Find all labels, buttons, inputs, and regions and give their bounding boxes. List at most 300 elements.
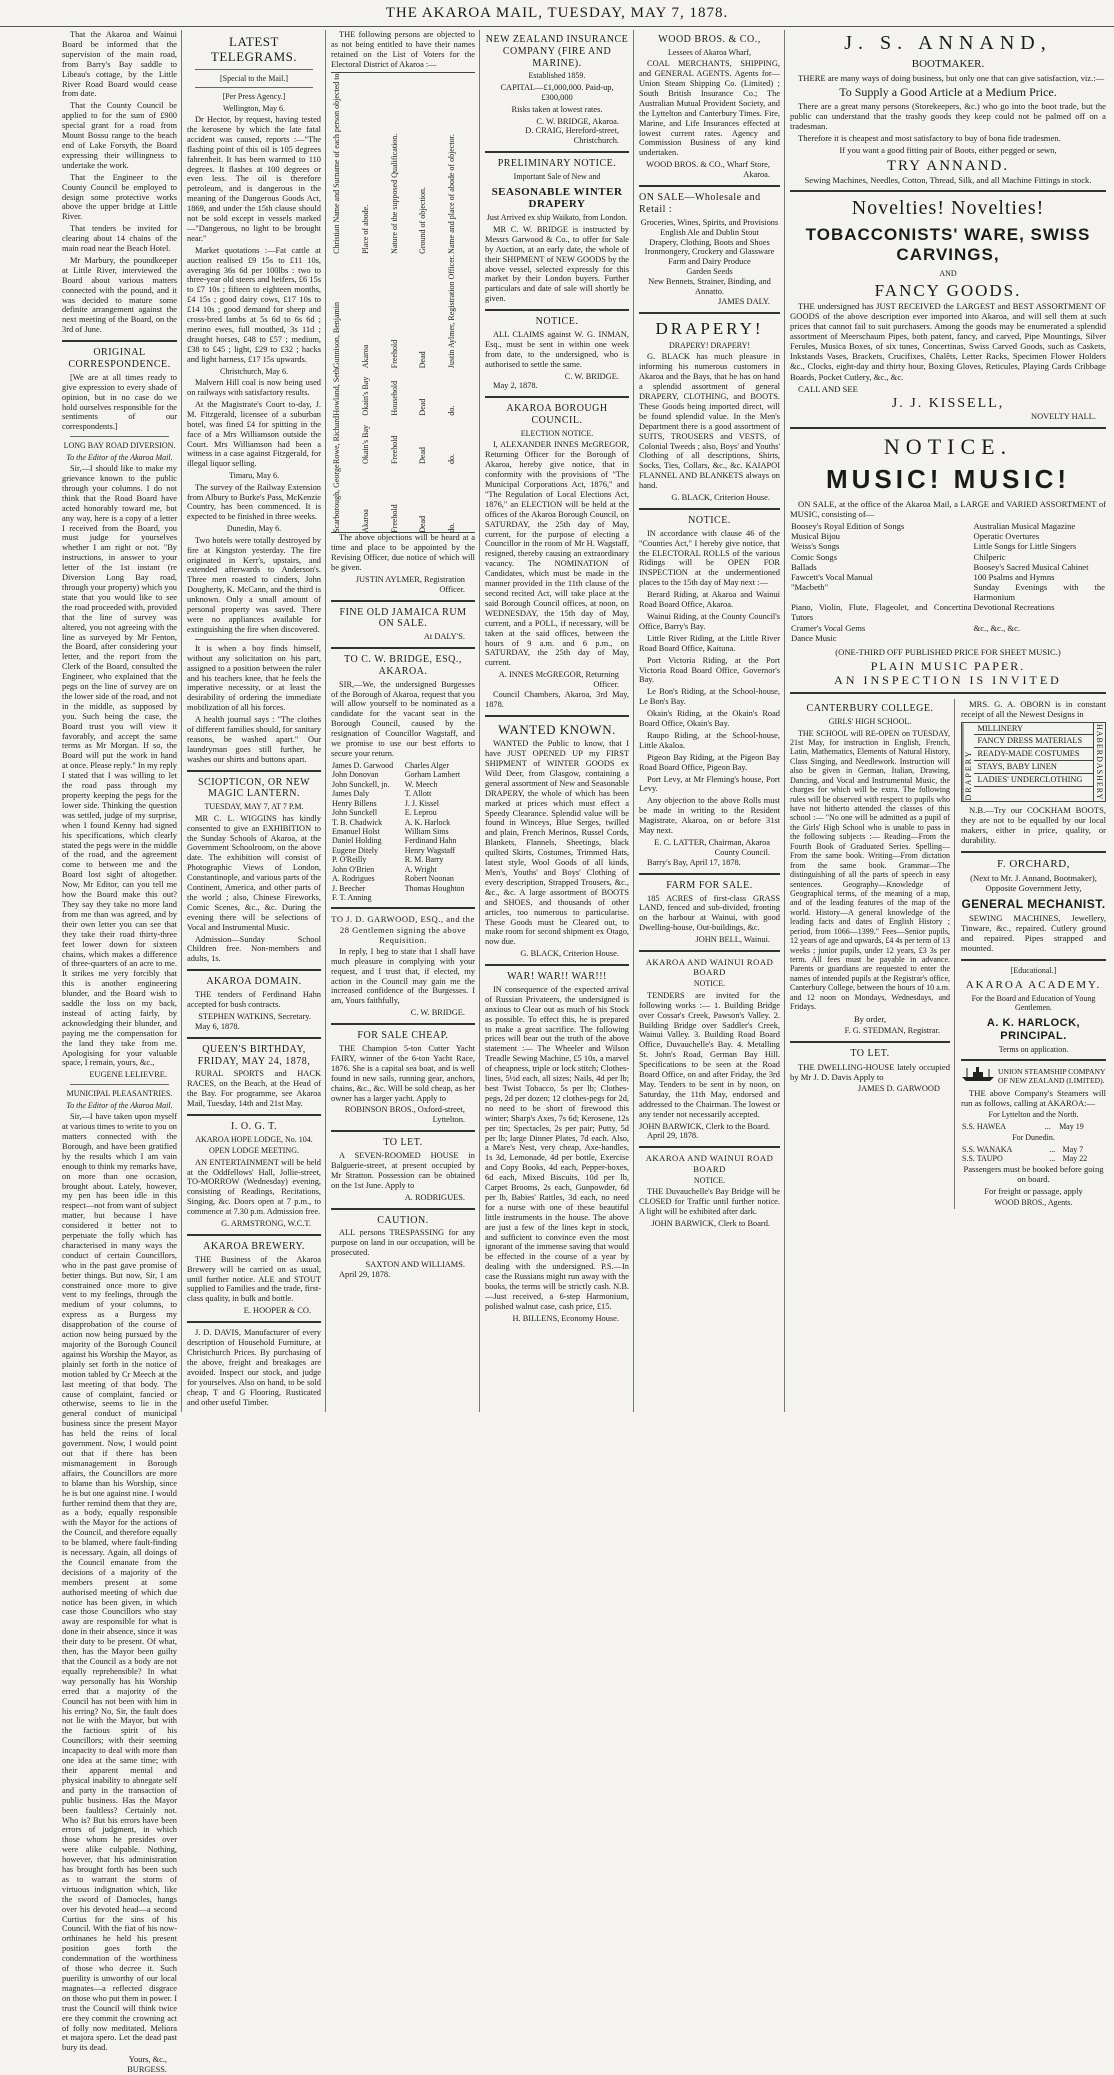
ad-body: 185 ACRES of first-class GRASS LAND, fenced and sub-divided, fronting on the harbour at Wainui, with good Dwelling-house, Out-buildings, &c. [639,893,780,933]
ad-body: A SEVEN-ROOMED HOUSE in Balguerie-street, at present occupied by Mr Stratton. Possession can be obtained on the 1st June. Apply to [331,1151,475,1190]
divider [331,1208,475,1210]
ad-subtitle: Terms on application. [998,1044,1069,1054]
ad-title: CANTERBURY COLLEGE. [806,703,934,715]
letter-salutation: To the Editor of the Akaroa Mail. [66,452,173,462]
signatory-name: Robert Noonan [404,874,454,884]
signatory-name: A. K. Harlock [404,817,451,827]
list-item: Berard Riding, at Akaroa and Wainui Road Board Office, Akaroa. [639,590,780,610]
ad-signature: ROBINSON BROS., Oxford-street, Lyttelton. [344,1105,465,1125]
ad-headline: Novelties! Novelties! [851,197,1045,220]
ad-headline: FANCY GOODS. [874,280,1022,300]
divider [961,959,1106,961]
section-heading: ORIGINAL CORRESPONDENCE. [68,347,171,370]
ad-body: If you want a good fitting pair of Boots, either pegged or sewn, [839,145,1057,156]
ad-title: AKAROA AND WAINUI ROAD BOARD [645,957,774,978]
music-item: Australian Musical Magazine [973,521,1076,532]
ad-subtitle: AND [939,269,957,279]
divider [187,1321,321,1323]
table-header: Nature of the supposed Qualification. [389,134,399,255]
signatory-name: Daniel Holding [332,836,382,846]
special-tag: [Special to the Mail.] [220,73,288,83]
list-item: STAYS, BABY LINEN [974,761,1092,774]
table-row [790,582,1106,602]
signatory-name: A. Wright [404,864,437,874]
table-cell: do. [447,453,457,464]
table-row [790,531,1106,541]
signatory-name: John O'Brien [332,864,375,874]
table-cell: S.S. HAWEA [962,1121,1007,1131]
ad-body: THE SCHOOL will RE-OPEN on TUESDAY, 21st May, for instruction in English, French, Latin, Mathematics, Elements of Natural History, Class Singing, and Needlework. Instruction will also be given in German, Italian, Drawing, Dancing, and Vocal and Instrumental Music, the charges for which will be extra. The following rules will be observed with respect to pupils who have not hitherto attended the classes of this school :— "No one will be admitted as a pupil of the Girls' High School who is unable to pass in the following subjects :— Reading—From the Fourth Book of Graduated Series. Spelling—From the same book. Writing—From dictation from the same book. Grammar—The distinguishing of all the parts of speech in easy sentences. Geography—Knowledge of Geographical terms, of the meaning of a map, and of the leading features of the map of the world. History—A general knowledge of the leading facts and dates of English History ; period, from 1066—1399." Fees—Senior pupils, 12 years of age and upwards, £4 4s per term of 13 weeks ; junior pupils, under 12 years, £3 3s per term. All fees must be payable in advance. Parents or guardians are requested to enter the names of intended pupils at the Registrar's office, Canterbury College, between the hours of 10 a.m. and 12 noon on Mondays, Wednesdays, and Fridays. [790,728,950,1012]
ad-signature: WOOD BROS., Agents. [994,1198,1073,1208]
ad-signature: F. G. STEDMAN, Registrar. [844,1025,940,1035]
divider [790,427,1106,429]
divider [187,1114,321,1116]
ad-body: THE above Company's Steamers will run as follows, calling at AKAROA:— [961,1088,1106,1109]
divider [195,69,313,70]
para: That the Engineer to the County Council be employed to design some protective works above the upper bridge at Little River. [62,172,177,222]
signatory-name: R. M. Barry [404,855,444,865]
ad-title: TO LET. [850,1047,890,1059]
list-item: Drapery, Clothing, Boots and Shoes [649,237,770,247]
ad-signature: G. BLACK, Criterion House. [520,949,619,959]
ad-title: AKAROA DOMAIN. [206,976,302,988]
table-row [790,552,1106,562]
ad-headline: TOBACCONISTS' WARE, SWISS CARVINGS, [805,224,1091,265]
letter-body: Sir,—I should like to make my grievance known to the public through your columns. I do not think that the Road Board have acted honorably toward me, but any way, here is a copy of a letter I received from the Board, you must judge for yourselves whether I am right or not. "By instructions, in answer to your letter of the 1st instant (re Diversion Long Bay road, through your property) which you state that you would like to see the road proceeded with, provided that the line of survey was altered, you not agreeing with the line as surveyed by Mr Fenton, the Board, after considering your letter, and the report from the Clerk of the Board, consulted the Engineer, who explained that the pegs on the line of survey are on the lower side of the road, and not in the middle, as supposed by you. Such being the case, the Board trust you will view it favorably, and accept the same terms as Mr Morgan. If so, the Board will put the work in hand at once. Please reply." In my reply I stated that I was willing to let the road pass through my property keeping the pegs for the lower side. Thinking the question was settled, judge of my surprise, when I found Kenny had signed his specifications, which clearly stated the pegs were in the middle of the road, and the agreement come to between me and the Board lost sight of altogether. Now, Mr Editor, can you tell me how the Board make this out? They say they take no more land from me than was agreed, and by their own letter you can see that they take their road thirty-three feet lower down for sixteen chains, which makes a difference of three-quarters of an acre to me. It strikes me very forcibly that this is another engineering blunder, and the Board wish to saddle the loss on my back, instead of acting fairly, by acknowledging their blunder, and paying me the compensation for the land they take from me. Apologising for your valuable space, I remain, yours, &c., [62,464,177,1068]
signatory-name: John Sunckell, jn. [332,779,390,789]
ad-subtitle: OPEN LODGE MEETING. [209,1146,299,1156]
para: That the Akaroa and Wainui Board be informed that the supervision of the main road, from Barry's Bay saddle to Libeau's cottage, by the Little River Road Board would cease from date. [62,30,177,99]
ad-slogan: To Supply a Good Article at a Medium Price. [839,84,1057,99]
ad-signature: A. RODRIGUES. [404,1192,465,1202]
music-item: Chilperic [973,551,1006,562]
list-item: Le Bon's Riding, at the School-house, Le Bon's Bay. [639,687,780,707]
music-item: Dance Music [791,632,837,643]
ad-body: G. BLACK has much pleasure in informing his numerous customers in Akaroa and the Bays, that he has on hand a splendid assortment of general DRAPERY, CLOTHING, and BOOTS. These Goods being imported direct, will be found splendid value. In the Men's Department there is a good assortment of SUITS, TROUSERS and VESTS, of Colonial Tweeds ; also, Boys' and Youths' Clothing of all descriptions, Shirts, Socks, Ties, Collars, &c., &c. KAIAPOI FLANNEL AND BLANKETS always on hand. [639,352,780,491]
list-item: FANCY DRESS MATERIALS [974,735,1092,748]
table-row [331,827,475,836]
table-cell: Dead [418,351,428,369]
music-item: Little Songs for Little Singers [973,541,1077,552]
list-item: Pigeon Bay Riding, at the Pigeon Bay Road Board Office, Pigeon Bay. [639,752,780,772]
signatory-name: F. T. Anning [332,893,372,902]
ad-title: AKAROA BOROUGH COUNCIL. [506,403,608,427]
music-item [973,633,1106,643]
signatory-name: J. Beecher [332,883,366,893]
signatory-name: William Sims [404,826,449,836]
music-item: 100 Psalms and Hymns [973,571,1055,582]
table-row [961,1145,1106,1154]
table-row [331,808,475,817]
ad-body: CAPITAL—£1,000,000. Paid-up, £300,000 [500,82,614,102]
ad-subtitle: [Educational.] [1010,965,1057,975]
signatory-name: W. Meech [404,779,438,789]
ad-signature: JOHN BARWICK, Clerk to Board. [651,1218,770,1228]
table-cell: May 19 [1059,1121,1084,1131]
table-cell: Akaroa [360,344,370,369]
letter-closing: Yours, &c., [128,2055,167,2065]
table-cell: May 22 [1062,1154,1088,1164]
music-table [790,521,1106,643]
ad-body: IN consequence of the expected arrival of Russian Privateers, the undersigned is anxious to Clear out as much of his Stock as possible. To effect this, he is prepared to make a great sacrifice. The following prices will bear out the truth of the above statement :— The Wheeler and Wilson Treadle Sewing Machine, £5 10s, a marvel of cheapness, triple or lock stitch; Clothes-lines, 5½d each, all sizes; Nails, 4d per lb; best Twist Tobacco, 5s per lb; Clothes-pegs, 2d per dozen; 12 clothes-pegs for 2d, no need to be short of firewood this winter; Sharp's Axes, 7s 6d; Kerosene, 12s per tin; Spectacles, 2s per pair; Putty, 5d per lb; large Dinner Plates, 7d each. Also, a Mare's Nest, very cheap, Axe-handles, 1s 3d, Lemonade, 4d per bottle, Exercise and Copy Books, 4d each, Pepper-boxes, 6d each, Mixed Biscuits, 10d per lb, Carpet Brooms, 2s each, Gunpowder, 6d per lb, Babies' Rattles, 3d each, no need for a nurse with one of these beautiful little instruments in the house. The above are just a few of the lines kept in stock, and sufficient to convince even the most ignorant of the immense saving that would be effected in the course of a year by dealing with the undersigned. P.S.—In case the Russians might run away with the books, the terms will be strictly cash. N.B.—Just received, a 6-step Harmonium, polished walnut case, cash price, £15. [485,984,629,1311]
music-item: Piano, Violin, Flute, Flageolet, and Concertina Tutors [791,602,972,623]
ad-body: J. D. DAVIS, Manufacturer of every description of Household Furniture, at Christchurch Prices. By purchasing of the above, freight and breakages are avoided. Inspect our stock, and judge for yourselves. Also on hand, to be sold cheap, T and G Flooring, Rusticated and other useful Timber. [187,1328,321,1407]
list-item: Port Levy, at Mr Fleming's house, Port Levy. [639,774,780,794]
divider [790,1041,950,1043]
list-item: Farm and Dairy Produce [668,257,751,267]
table-cell: Akaroa [360,509,370,533]
divider [187,770,321,772]
oborn-box [961,722,1106,802]
ad-body: MR C. L. WIGGINS has kindly consented to give an EXHIBITION to the Sunday Schools of Akaroa, at the Government Schoolroom, on the above date. The exhibition will consist of Photographic Views of London, Constantinople, and various parts of the Continent, America, and other parts of the world ; also, Chinese Fireworks, Comic Scenes, &c., &c. During the evening there will be selections of Vocal and Instrumental Music. [187,813,321,932]
sailing-table [961,1145,1106,1164]
signatory-name: John Sunckell [332,808,378,818]
column-2 [183,30,325,1412]
ad-body: Any objection to the above Rolls must be made in writing to the Resident Magistrate, Akaroa, on or before 31st May next. [639,796,780,836]
ridings-list [639,590,780,794]
ad-signature: C. W. BRIDGE. [410,1008,465,1018]
ad-body: Passengers must be booked before going on board. [963,1163,1104,1184]
list-item: Groceries, Wines, Spirits, and Provisions [640,217,779,227]
ad-body: N.B.—Try our COCKHAM BOOTS, they are not to be equalled by our local makers, either in price, quality, or durability. [961,805,1106,846]
ad-date: Council Chambers, Akaroa, 3rd May, 1878. [485,690,629,709]
table-cell: Scarborough, George [332,464,341,533]
ad-body: THE Champion 5-ton Cutter Yacht FAIRY, winner of the 6-ton Yacht Race, 1876. She is a capital sea boat, and is well found in new sails, running gear, anchors, chains, &c., &c. Will be sold cheap, as her owner has a larger yacht. Apply to [331,1044,475,1103]
table-row [790,633,1106,643]
ad-body: THE tenders of Ferdinand Hahn accepted for bush contracts. [187,990,321,1009]
signatory-name: Gorham Lambert [404,770,461,780]
ad-subtitle: ELECTION NOTICE. [520,428,594,438]
music-item: Sunday Evenings with the Harmonium [973,582,1105,603]
ad-subtitle: GIRLS' HIGH SCHOOL. [828,717,912,727]
ad-headline: J. S. ANNAND, [844,32,1052,54]
table-row [790,541,1106,551]
letter-signature: BURGESS. [127,2065,167,2075]
ad-title: NOTICE. [535,316,579,328]
ad-title: AKAROA ACADEMY. [965,979,1102,991]
letter-title: MUNICIPAL PLEASANTRIES. [66,1089,173,1099]
column-rule [479,30,480,1412]
music-item: Comic Songs [791,551,838,562]
oborn-side-label: HABERDASHERY [1093,723,1105,801]
bottom-ads [790,699,1106,1209]
table-row [331,846,475,855]
ad-body: ON SALE, at the office of the Akaroa Mail, a LARGE and VARIED ASSORTMENT of MUSIC, consisting of— [790,498,1106,520]
dateline: Wellington, May 6. [222,103,285,113]
divider [485,715,629,717]
signatory-name: T. Allott [404,789,432,799]
ad-subtitle: For Dunedin. [1012,1133,1055,1143]
ad-title: PRELIMINARY NOTICE. [497,158,617,170]
signatory-name: E. Leprou [404,808,437,818]
editor-note: [We are at all times ready to give expression to every shade of opinion, but in no case do we hold ourselves responsible for the sentiments of our correspondents.] [62,372,177,432]
oborn-items [974,723,1092,801]
list-item: Port Victoria Riding, at the Port Victoria Road Board Office, Governor's Bay. [639,655,780,685]
table-cell: Dead [418,446,428,464]
ad-body: Therefore it is cheapest and most satisfactory to buy of bona fide tradesmen. [798,133,1061,144]
table-row [331,799,475,808]
divider [790,190,1106,192]
ad-subtitle: NOTICE. [693,1175,726,1185]
list-item: MILLINERY [974,723,1092,736]
ad-headline: TRY ANNAND. [886,157,1010,174]
table-cell: ... [1044,1121,1051,1131]
table-row [961,1122,1106,1131]
table-cell: Okain's Bay [360,424,370,464]
ad-title: I. O. G. T. [231,1120,277,1132]
ad-title: NEW ZEALAND INSURANCE COMPANY (FIRE AND MARINE). [485,34,629,69]
table-row [790,623,1106,633]
ad-body: MR C. W. BRIDGE is instructed by Messrs Garwood & Co., to offer for Sale by Auction, at an early date, the whole of their SHIPMENT of NEW GOODS by the above vessel, selected expressly for this market by their London buyers. Further particulars and date of sale will shortly be given. [485,224,629,304]
ad-signature: WOOD BROS. & CO., Wharf Store, Akaroa. [646,160,770,180]
ad-signature: G. ARMSTRONG, W.C.T. [221,1219,311,1229]
dateline: Timaru, May 6. [229,471,279,481]
ad-signature: At DALY'S. [423,632,465,642]
para: That tenders be invited for clearing about 14 chains of the main road near the Beach Hotel. [62,224,177,254]
table-cell: Rowe, Richard [332,415,341,464]
ad-signature: D. CRAIG, Hereford-street, Christchurch. [525,126,619,146]
filler: A health journal says : "The clothes of different families should, for sanitary reasons, be washed apart." Our laundryman goes still further, he washes our shirts and buttons apart. [187,715,321,764]
ad-body: In reply, I beg to state that I shall have much pleasure in complying with your request, and I trust that, if elected, my action in the Council may gain me the increased confidence of the Burgesses. I am, Yours faithfully, [331,946,475,1006]
ad-date: Barry's Bay, April 17, 1878. [647,857,741,867]
ad-subtitle: For Lyttelton and the North. [988,1110,1079,1120]
ad-body: THERE are many ways of doing business, but only one that can give satisfaction, viz.:— [798,72,1105,83]
table-header: Christian Name and Surname of each person objected to. [332,72,341,255]
dateline: Christchurch, May 6. [220,366,288,376]
table-cell: Household [389,381,399,416]
ad-title: TO C. W. BRIDGE, ESQ., AKAROA. [344,654,462,677]
divider [639,508,780,510]
table-row [331,865,475,874]
ad-body: WANTED the Public to know, that I have JUST OPENED UP my FIRST SHIPMENT of WINTER GOODS ex Wild Deer, from Glasgow, containing a general assortment of New and Seasonable DRAPERY, the whole of which has been marked at prices which must effect a Speedy Clearance. Splendid value will be found in Winceys, Blue Serges, twilled and plain, French Merinos, Russel Cords, Blankets, Flannels, Sheetings, black quilted Skirts, Costumes, Trimmed Hats, latest style, Wool Goods of all kinds, Men's, Youths' and Boys' Clothing of every description, Strapped Trousers, &c., &c., &c. A large assortment of BOOTS and SHOES, and thousands of other articles, too numerous to particularise. These Goods must be Cleared out, to make room for second shipment ex Otago, now due. [485,739,629,947]
table-cell: S.S. WANAKA [962,1144,1013,1154]
table-cell: do. [447,405,457,416]
signatory-name: Eugene Ditely [332,845,378,855]
ad-body: Risks taken at lowest rates. [511,104,603,114]
divider [961,851,1106,853]
divider [639,950,780,952]
column-rule [784,30,785,1412]
ad-body: THE Duvauchelle's Bay Bridge will be CLOSED for Traffic until further notice. A light will be exhibited after dark. [639,1187,780,1216]
ad-body: THE DWELLING-HOUSE lately occupied by Mr J. D. Davis Apply to [790,1061,950,1082]
divider [62,340,177,342]
ad-signature: JOHN BELL, Wainui. [695,935,770,945]
table-cell: Dead [418,515,428,533]
list-item: Ironmongery, Crockery and Glassware [644,247,775,257]
telegram: Malvern Hill coal is now being used on railways with satisfactory results. [187,378,321,397]
divider [485,309,629,311]
ad-body: SIR,—We, the undersigned Burgesses of the Borough of Akaroa, request that you will allow yourself to be nominated as a candidate for the vacant seat in the Borough Council, caused by the resignation of Councillor Wagstaff, and we promise to use our best efforts to secure your return. [331,679,475,758]
ad-signature: JUSTIN AYLMER, Registration Officer. [355,574,465,594]
table-header: Ground of objection. [418,187,428,255]
ad-signature: H. BILLENS, Economy House. [512,1313,619,1323]
ad-title: WANTED KNOWN. [498,721,616,737]
ad-date: May 6, 1878. [195,1021,240,1031]
ad-headline: J. J. KISSELL, [891,395,1005,411]
divider [639,312,780,314]
letter-signature: EUGENE LELIEVRE. [89,1070,167,1080]
ad-subtitle: NOTICE. [693,979,726,989]
music-item: Musical Bijou [791,531,840,542]
ad-body: ALL persons TRESPASSING for any purpose on land in our occupation, will be prosecuted. [331,1228,475,1258]
telegram: At the Magistrate's Court to-day, J. M. Fitzgerald, licensee of a suburban hotel, was fined £4 for spitting in the face of a Mrs Williamson outside the Court. Mrs Williamson had been a witness in a case against Fitzgerald, for illegal liquor selling. [187,399,321,469]
bottom-left-ads [790,699,955,1209]
objections-intro: THE following persons are objected to as not being entitled to have their names retained on the List of Voters for the Electoral District of Akaroa :— [331,30,475,69]
column-3 [327,30,479,1412]
music-item: "Macbeth" [791,582,829,592]
divider [331,1023,475,1025]
list-item: Okain's Riding, at the Okain's Road Board Office, Okain's Bay. [639,709,780,729]
signatory-name: T. B. Chadwick [332,817,383,827]
music-item: Ballads [791,561,817,572]
list-item: Raupo Riding, at the School-house, Little Akaloa. [639,730,780,750]
table-row [331,893,475,902]
ad-title: CAUTION. [377,1214,429,1226]
ad-signature: G. BLACK, Criterion House. [671,493,770,503]
letter-salutation: To the Editor of the Akaroa Mail. [66,1100,173,1110]
table-cell: ... [1049,1154,1056,1164]
ad-signature: JOHN BARWICK, Clerk to the Board. [639,1121,770,1131]
ad-headline: PLAIN MUSIC PAPER. [870,658,1026,673]
ad-body: AN ENTERTAINMENT will be held at the Oddfellows' Hall, Jollie-street, TO-MORROW (Wednesday) evening, consisting of Readings, Recitations, Singing, &c. Doors open at 7 p.m., to commence at 7.30 p.m. Admission free. [187,1157,321,1217]
ad-signature: E. HOOPER & CO. [243,1306,311,1316]
ad-title: AKAROA AND WAINUI ROAD BOARD [645,1153,774,1174]
ad-date: TUESDAY, MAY 7, AT 7 P.M. [204,802,304,812]
signatory-name: Henry Billens [332,798,377,808]
agency-tag: [Per Press Agency.] [222,92,286,102]
ad-signature: C. W. BRIDGE. [564,371,619,381]
divider [195,87,313,88]
ad-signature: E. C. LATTER, Chairman, Akaroa County Council. [654,838,770,857]
column-4 [481,30,633,1412]
ad-body: ALL CLAIMS against W. G. INMAN, Esq., must be sent in within one week from date, to the undersigned, who is authorised to settle the same. [485,329,629,369]
signatory-name: Emanuel Holst [332,826,380,836]
letter-body: Sir,—I have taken upon myself at various times to write to you on matters connected with the Borough, and have been gratified by the results which I am vain enough to think my remarks have, on more than one occasion, brought about. Lately, however, my pen has been idle in this respect—not from want of subject matter, but because I have considered it better not to perpetuate the folly which has characterised in many ways the conduct of certain Councillors, who in the past gave promise of better things. But now, Sir, I am constrained once more to give vent to my feelings, through the medium of your columns, to express as a Burgess my disapprobation of the course of action now being pursued by the majority of the Borough Council against his Worship the Mayor, as plainly set forth in the notice of motion tabled by Cr Meech at the last meeting of that body. The cause of complaint, fancied or otherwise, seems to lie in the general conduct of municipal business since the present Mayor has held the reins of local government. Now, I would point out that if there has been mismanagement in Borough affairs, the Councillors are more to blame than his Worship, since he is but one against nine. I would further remind them that they are, as a body, equally responsible with the Mayor for the actions of the Council, and therefore equally to be blamed, where fault-finding is necessary. Again, all doings of the Council emanate from the decisions of a majority of the members present at some authorised meeting of which due notice has been given, in which case those Councillors who stay away are responsible for what is done in their absence, since it was their duty to be present. Of what, then, has the Mayor been guilty that the Council as a body are not equally reprehensible? In what way personally has his Worship erred that a majority of the Council has not been with him in his erring? No, Sir, the fault does not lie with the Mayor, but with the factious spirit of his Councillors; with their seeming incapacity to deal with more than one idea at the same time; with their apparent mental and physical inability to abnegate self and party in the transaction of public business. Has the Mayor been faultless? Certainly not. Who is? But his errors have been errors of judgment, in which those whom he presides over were alike culpable. Nothing, however, that his administration has brought forth has been such as to warrant the storm of virtuous indignation which, like the sword of Damocles, hangs over his devoted head—a second Curtius for the sins of his Council. With the fiat of his now-orthinanes he held his present position goes forth the condemnation of the worthiness of those who decree it. Such puerility is unworthy of our local magnates—a reflected disgrace on those who put them in power. I trust the Council will think twice ere they commit the crowning act of folly now meditated. Meliora et majora spero. Let the dead past bury its dead. [62,1112,177,2053]
ad-subtitle: BOOTMAKER. [911,57,985,70]
masthead: THE AKAROA MAIL, TUESDAY, MAY 7, 1878. [0,0,1114,27]
ad-signature: SAXTON AND WILLIAMS. [365,1260,465,1270]
music-item: Boosey's Royal Edition of Songs [791,521,905,532]
ad-title: QUEEN'S BIRTHDAY, FRIDAY, MAY 24, 1878, [197,1043,311,1067]
table-cell: Dead [418,398,428,416]
signatory-name: Thomas Houghton [404,883,465,893]
ad-headline: A. K. HARLOCK, PRINCIPAL. [986,1016,1081,1042]
divider [961,1059,1106,1061]
dateline: Dunedin, May 6. [226,524,282,534]
list-item: LADIES' UNDERCLOTHING [974,774,1092,787]
filler: It is when a boy finds himself, without any solicitation on his part, assigned to a position between the ruler and his teachers knee, that he feels the imperative necessity, or at least the desirability of ordering the immediate mobilization of all his forces. [187,643,321,713]
table-header: Place of abode. [360,205,370,255]
ad-body: COAL MERCHANTS, SHIPPING, and GENERAL AGENTS. Agents for—Union Steam Shipping Co. (Limited) ; South British Insurance Co.; The Australian Mutual Provident Society, and the Lyttelton and Canterbury Times. Fire, Marine, and Life Insurances effected at lowest current rates. Agency and Commission Business of any kind undertaken. [639,59,780,158]
table-row [331,884,475,893]
music-item: Boosey's Sacred Musical Cabinet [973,561,1089,572]
ad-body: By order, [853,1013,887,1024]
ad-subtitle: AKAROA HOPE LODGE, No. 104. [195,1134,313,1144]
ad-signature: C. W. BRIDGE, Akaroa. [536,116,619,126]
signatories-table [331,761,475,903]
telegram: Dr Hector, by request, having tested the kerosene by which the late fatal accident was caused, reports :—"The flashing point of this oil is 105 degrees fahrenheit. It has been warmed to 110 degrees. It flashes at 100 degrees or even less. The oil is therefore petroleum, and is dangerous in the meaning of the Dangerous Goods Act, 1869, and under the 15th clause should not be sold except in vessels marked—"Dangerous, no light to be brought near." [187,114,321,243]
table-row [790,521,1106,531]
divider [485,964,629,966]
ad-subtitle: Established 1859. [528,71,586,81]
ad-title: AKAROA BREWERY. [203,1240,305,1252]
table-row [331,789,475,798]
para: That the County Council be applied to for the sum of £900 special grant for a road from Mount Bossu range to the beach end of Lake Forsyth, the Board expressing their willingness to undertake the work. [62,101,177,170]
ad-title: TO LET. [383,1137,423,1149]
ad-subtitle: Important Sale of New and [513,172,601,182]
list-item: English Ale and Dublin Stout [660,227,759,237]
signatory-name: P. O'Reilly [332,855,367,865]
divider [639,873,780,875]
ad-subtitle: Lessees of Akaroa Wharf, [668,47,751,57]
ad-date: April 29, 1878. [647,1131,699,1141]
signatory-name: James D. Garwood [332,760,394,770]
ad-title: FOR SALE CHEAP. [357,1030,449,1042]
divider [331,647,475,649]
divider [485,151,629,153]
ad-body: MRS. G. A. OBORN is in constant receipt of all the Newest Designs in [961,699,1106,720]
bottom-right-ads [961,699,1106,1209]
signatory-name: James Daly [332,789,370,799]
ad-headline: NOTICE. [883,434,1013,460]
signatory-name: Ferdinand Hahn [404,836,457,846]
ad-title: SCIOPTICON, OR NEW MAGIC LANTERN. [197,776,311,800]
ad-signature: STEPHEN WATKINS, Secretary. [198,1011,311,1021]
list-item: New Bennets, Strainer, Binding, and Annatto. [648,277,771,297]
table-cell: Freehold [389,504,399,533]
signatory-name: Charles Alger [404,760,449,770]
table-row [331,818,475,827]
table-row [961,1154,1106,1163]
table-cell: ... [1049,1144,1056,1154]
ad-title: F. ORCHARD, [997,857,1070,870]
table-cell: S.S. TAUPO [962,1154,1003,1164]
signatory-name: J. J. Kissel [404,798,439,808]
divider [639,185,780,187]
divider [790,692,1106,694]
music-item: Devotional Recreations [973,602,1055,613]
list-item: Little River Riding, at the Little River Road Board Office, Kaituna. [639,633,780,653]
column-rule [325,30,326,1412]
column-rule [633,30,634,1412]
ad-headline: AN INSPECTION IS INVITED [834,673,1062,688]
ad-body: THE Business of the Akaroa Brewery will be carried on as usual, until further notice. ALE and STOUT supplied to Families and the trade, first-class quality, in bulk and bottle. [187,1254,321,1304]
ad-title: WAR! WAR!! WAR!!! [507,971,607,983]
music-item: Operatic Overtures [973,531,1040,542]
divider [485,396,629,398]
ad-date: May 2, 1878. [493,381,538,391]
signatory-name: John Donovan [332,770,379,780]
music-item: Fawcett's Vocal Manual [791,571,873,582]
ad-title: WOOD BROS. & CO., [658,34,761,45]
ad-body: TENDERS are invited for the following works :— 1. Building Bridge over Cossar's Creek, Pawson's Valley. 2. Building Bridge over Saddler's Creek, Wainui Valley. 3. Building Road Board Office, Duvauchelle's Bay. 4. Metalling St. John's Road, German Bay Hill. Specifications to be seen at the Road Board Office, on and after Friday, the 3rd May. Tenders to be sent in by noon, on Saturday, the 11th May, endorsed and addressed to the Chairman. The lowest or any tender not necessarily accepted. [639,990,780,1119]
table-row [331,855,475,864]
table-row [331,770,475,779]
shipping-header [961,1066,1106,1088]
ad-signature: JAMES DALY. [717,296,770,306]
list-item: Garden Seeds [686,267,733,277]
ad-subtitle: Just Arrived ex ship Waikato, from London. [486,213,628,223]
ad-signature: NOVELTY HALL. [1031,412,1096,422]
column-5 [635,30,784,1412]
list-item: READY-MADE COSTUMES [974,748,1092,761]
divider [70,1084,169,1085]
ad-body: For freight or passage, apply [984,1185,1083,1196]
ad-body: IN accordance with clause 46 of the "Counties Act," I hereby give notice, that the ELECTORAL ROLLS of the various Ridings will be OPEN FOR INSPECTION at the undermentioned places to the 15th day of May next :— [639,528,780,588]
ad-date: April 29, 1878. [339,1270,391,1279]
divider [195,639,313,640]
music-item: Weiss's Songs [791,541,840,552]
